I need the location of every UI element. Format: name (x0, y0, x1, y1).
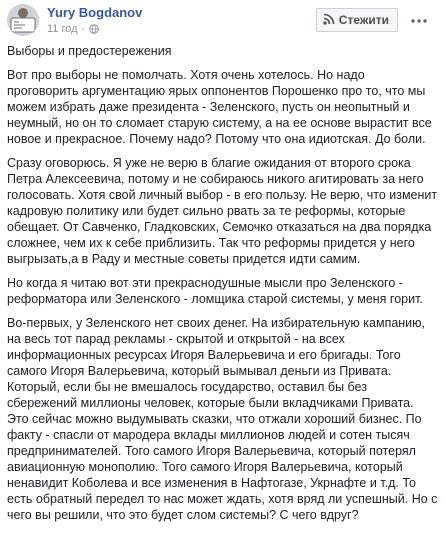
post-title: Выборы и предостережения (7, 44, 172, 58)
follow-label: Стежити (338, 13, 389, 27)
post-paragraph: Во-первых, у Зеленского нет своих денег. На избирательную кампанию, на весь тот парад рекламы - скрытой и открытой - на всех информационных ресурсах Игоря Валерьевича и его бригады. Того самого Игоря Валерьевича, который вымывал деньги из Привата. Который, если бы не вмешалось государство, оставил бы без сбережений миллионы человек, которые были вкладчиками Привата. Это сейчас можно выдумывать сказки, что отжали хороший бизнес. По факту - спасли от мародера вклады миллионов людей и сотен тысяч предпринимателей. Того самого Игоря Валерьевича, который потерял авиационную монополию. Того самого Игоря Валерьевича, который ненавидит Коболева и все изменения в Нафтогазе, Укрнафте и т.д. То есть обратный передел то нас может ждать, хотя вряд ли успешный. Но с чего вы решили, что это будет слом системы? С чего вдруг? (7, 316, 438, 522)
post-meta (47, 23, 99, 35)
meta-separator: · (81, 23, 86, 35)
post-text (7, 43, 438, 531)
post-paragraph: Вот про выборы не помолчать. Хотя очень хотелось. Но надо проговорить аргументацию ярых оппонентов Порошенко про то, что мы можем избрать даже президента - Зеленского, пусть он неопытный и неумный, но он то сломает старую систему, а на ее основе вырастит все новое и прекрасное. Почему надо? Потому что она идиотская. До боли. (7, 68, 432, 146)
follow-button[interactable] (316, 8, 398, 32)
rss-icon (323, 13, 335, 28)
post-time[interactable]: 11 год (47, 23, 78, 35)
more-options-button[interactable] (405, 8, 433, 30)
globe-icon (89, 24, 99, 34)
author-name[interactable]: Yury Bogdanov (47, 5, 143, 20)
avatar[interactable] (7, 4, 39, 36)
post-paragraph: Но когда я читаю вот эти прекраснодушные мысли про Зеленского - реформатора или Зеленского - ломщика старой системы, у меня горит. (7, 276, 423, 306)
post-header (7, 4, 445, 40)
more-dots-icon (411, 10, 427, 28)
post-paragraph: Сразу оговорюсь. Я уже не верю в благие ожидания от второго срока Петра Алексеевича, потому и не собираюсь никого агитировать за него голосовать. Хотя свой личный выбор - в его пользу. Не верю, что изменит кадровую политику или будет сильно рвать за те реформы, которые обещает. От Савченко, Гладковских, Семочко отказаться на два порядка сложнее, чем их к себе приблизить. Так что реформы придется у него выгрызать,а в Раду и местные советы придется идти самим. (7, 156, 438, 266)
